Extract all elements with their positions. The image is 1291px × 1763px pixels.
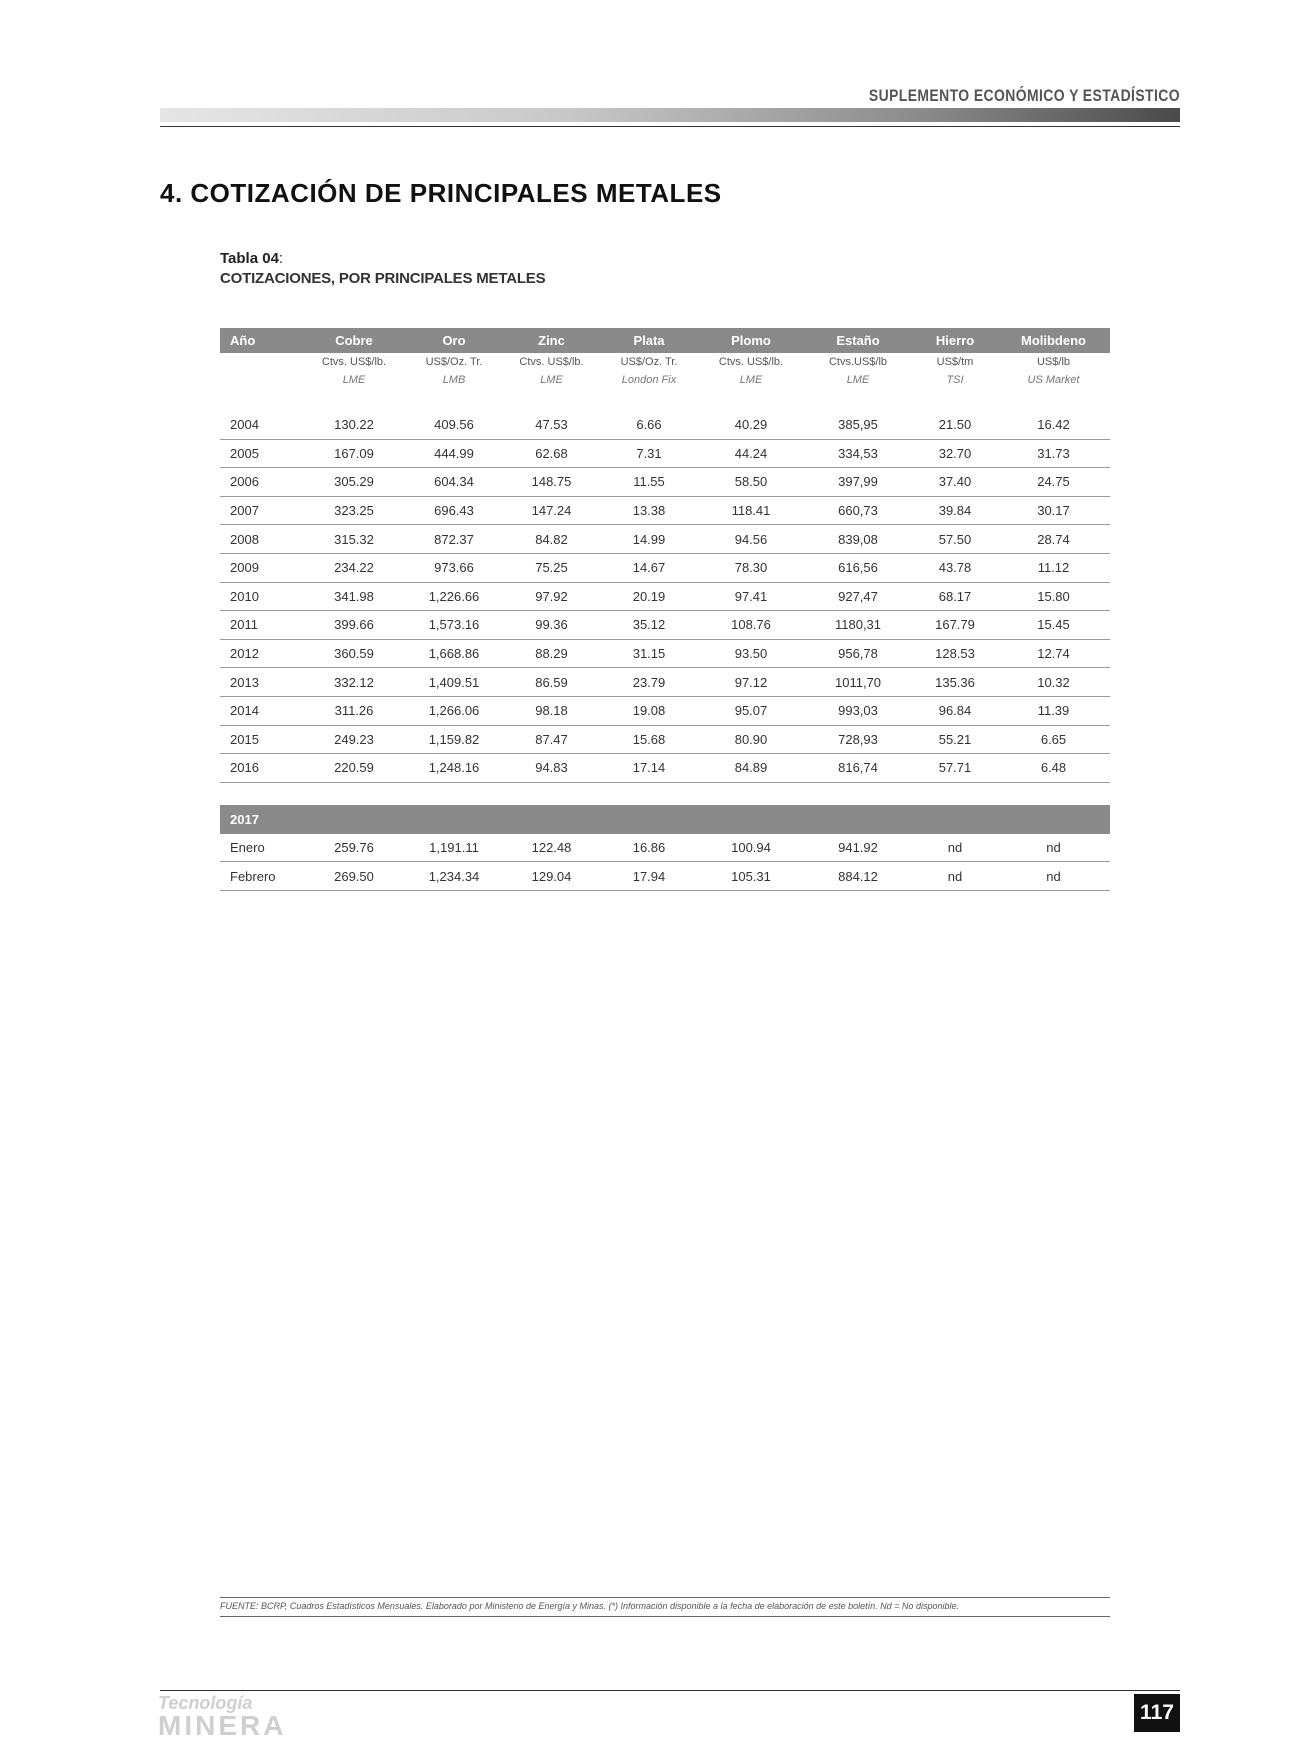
- table-row: [220, 439, 1110, 468]
- value-cell: 86.59: [504, 668, 599, 697]
- value-cell: 269.50: [304, 862, 404, 891]
- value-cell: 87.47: [504, 725, 599, 754]
- logo-line-1: Tecnología: [158, 1693, 253, 1713]
- table-spacer: [220, 389, 1110, 411]
- value-cell: 14.99: [599, 525, 699, 554]
- value-cell: nd: [997, 834, 1110, 862]
- value-cell: 728,93: [803, 725, 913, 754]
- value-cell: 21.50: [913, 411, 997, 439]
- running-head: SUPLEMENTO ECONÓMICO Y ESTADÍSTICO: [868, 86, 1180, 105]
- unit-cell: Ctvs. US$/lb.: [718, 356, 784, 368]
- value-cell: 167.79: [913, 611, 997, 640]
- value-cell: 130.22: [304, 411, 404, 439]
- table-caption: COTIZACIONES, POR PRINCIPALES METALES: [220, 270, 546, 287]
- value-cell: 75.25: [504, 553, 599, 582]
- value-cell: 68.17: [913, 582, 997, 611]
- column-header: Hierro: [913, 328, 997, 353]
- source-cell: LME: [342, 374, 366, 386]
- row-label-cell: 2016: [220, 754, 304, 783]
- value-cell: 1,668.86: [404, 639, 504, 668]
- value-cell: 88.29: [504, 639, 599, 668]
- source-cell: London Fix: [621, 374, 677, 386]
- value-cell: 19.08: [599, 696, 699, 725]
- value-cell: 7.31: [599, 439, 699, 468]
- value-cell: 444.99: [404, 439, 504, 468]
- value-cell: 84.89: [699, 754, 803, 783]
- logo-line-2: MINERA: [158, 1710, 287, 1741]
- value-cell: 58.50: [699, 468, 803, 497]
- source-cell: LMB: [442, 374, 466, 386]
- value-cell: 28.74: [997, 525, 1110, 554]
- value-cell: 99.36: [504, 611, 599, 640]
- source-cell: LME: [739, 374, 763, 386]
- column-header: Oro: [404, 328, 504, 353]
- value-cell: 44.24: [699, 439, 803, 468]
- monthly-year-header: [220, 805, 1110, 834]
- value-cell: 37.40: [913, 468, 997, 497]
- row-label-cell: 2015: [220, 725, 304, 754]
- value-cell: 11.12: [997, 553, 1110, 582]
- source-cell: US Market: [1027, 374, 1080, 386]
- value-cell: 11.39: [997, 696, 1110, 725]
- table-number: Tabla 04: [220, 250, 279, 267]
- value-cell: 118.41: [699, 496, 803, 525]
- value-cell: 97.92: [504, 582, 599, 611]
- unit-cell: US$/Oz. Tr.: [620, 356, 678, 368]
- value-cell: 55.21: [913, 725, 997, 754]
- value-cell: 397,99: [803, 468, 913, 497]
- value-cell: 259.76: [304, 834, 404, 862]
- unit-cell: US$/tm: [936, 356, 974, 368]
- value-cell: 94.56: [699, 525, 803, 554]
- table-row: [220, 834, 1110, 862]
- value-cell: 148.75: [504, 468, 599, 497]
- value-cell: 15.45: [997, 611, 1110, 640]
- row-label-cell: 2010: [220, 582, 304, 611]
- value-cell: 305.29: [304, 468, 404, 497]
- row-label-cell: 2006: [220, 468, 304, 497]
- value-cell: 1,226.66: [404, 582, 504, 611]
- value-cell: 660,73: [803, 496, 913, 525]
- value-cell: 57.71: [913, 754, 997, 783]
- value-cell: 16.86: [599, 834, 699, 862]
- value-cell: 315.32: [304, 525, 404, 554]
- unit-cell: Ctvs. US$/lb.: [321, 356, 387, 368]
- value-cell: 816,74: [803, 754, 913, 783]
- value-cell: 1,573.16: [404, 611, 504, 640]
- table-row: [220, 862, 1110, 891]
- value-cell: 147.24: [504, 496, 599, 525]
- row-label-cell: 2007: [220, 496, 304, 525]
- value-cell: 20.19: [599, 582, 699, 611]
- value-cell: 135.36: [913, 668, 997, 697]
- value-cell: 616,56: [803, 553, 913, 582]
- value-cell: 17.94: [599, 862, 699, 891]
- column-header: Plomo: [699, 328, 803, 353]
- units-row: [220, 353, 1110, 371]
- value-cell: 57.50: [913, 525, 997, 554]
- value-cell: 1,266.06: [404, 696, 504, 725]
- value-cell: 323.25: [304, 496, 404, 525]
- publication-logo: [158, 1694, 286, 1740]
- value-cell: 40.29: [699, 411, 803, 439]
- source-cell: [220, 371, 304, 389]
- column-header: Plata: [599, 328, 699, 353]
- source-row: [220, 371, 1110, 389]
- value-cell: 17.14: [599, 754, 699, 783]
- value-cell: 47.53: [504, 411, 599, 439]
- value-cell: 43.78: [913, 553, 997, 582]
- value-cell: 1,159.82: [404, 725, 504, 754]
- source-rule-top: [220, 1597, 1110, 1598]
- value-cell: 30.17: [997, 496, 1110, 525]
- source-note: FUENTE: BCRP, Cuadros Estadísticos Mensuales. Elaborado por Ministerio de Energía y Minas. (*) Información disponible a la fecha de elaboración de este boletín. Nd = No disponible.: [220, 1601, 959, 1611]
- table-header-row: [220, 328, 1110, 353]
- value-cell: 78.30: [699, 553, 803, 582]
- value-cell: 1180,31: [803, 611, 913, 640]
- column-header: Zinc: [504, 328, 599, 353]
- value-cell: 604.34: [404, 468, 504, 497]
- value-cell: 128.53: [913, 639, 997, 668]
- source-cell: LME: [846, 374, 870, 386]
- value-cell: 97.41: [699, 582, 803, 611]
- value-cell: 311.26: [304, 696, 404, 725]
- value-cell: 884.12: [803, 862, 913, 891]
- table-row: [220, 639, 1110, 668]
- footer-rule: [160, 1690, 1180, 1691]
- column-header: Estaño: [803, 328, 913, 353]
- value-cell: nd: [997, 862, 1110, 891]
- table-label-colon: :: [278, 250, 284, 267]
- row-label-cell: 2014: [220, 696, 304, 725]
- value-cell: 334,53: [803, 439, 913, 468]
- value-cell: 23.79: [599, 668, 699, 697]
- value-cell: nd: [913, 862, 997, 891]
- value-cell: 167.09: [304, 439, 404, 468]
- value-cell: 1011,70: [803, 668, 913, 697]
- header-rule: [160, 126, 1180, 127]
- unit-cell: Ctvs. US$/lb.: [519, 356, 584, 368]
- row-label-cell: 2009: [220, 553, 304, 582]
- table-row: [220, 696, 1110, 725]
- value-cell: nd: [913, 834, 997, 862]
- table-row: [220, 496, 1110, 525]
- row-label-cell: 2013: [220, 668, 304, 697]
- value-cell: 6.65: [997, 725, 1110, 754]
- value-cell: 12.74: [997, 639, 1110, 668]
- value-cell: 360.59: [304, 639, 404, 668]
- table-row: [220, 725, 1110, 754]
- value-cell: 84.82: [504, 525, 599, 554]
- table-spacer: [220, 782, 1110, 805]
- value-cell: 6.66: [599, 411, 699, 439]
- value-cell: 129.04: [504, 862, 599, 891]
- section-title: 4. COTIZACIÓN DE PRINCIPALES METALES: [160, 178, 722, 208]
- value-cell: 32.70: [913, 439, 997, 468]
- table-row: [220, 553, 1110, 582]
- value-cell: 6.48: [997, 754, 1110, 783]
- value-cell: 35.12: [599, 611, 699, 640]
- value-cell: 80.90: [699, 725, 803, 754]
- value-cell: 927,47: [803, 582, 913, 611]
- unit-cell: Ctvs.US$/lb: [828, 356, 888, 368]
- value-cell: 122.48: [504, 834, 599, 862]
- column-header: Cobre: [304, 328, 404, 353]
- row-label-cell: 2005: [220, 439, 304, 468]
- value-cell: 399.66: [304, 611, 404, 640]
- metal-prices-table: [220, 328, 1110, 891]
- value-cell: 98.18: [504, 696, 599, 725]
- row-label-cell: Enero: [220, 834, 304, 862]
- row-label-cell: 2012: [220, 639, 304, 668]
- source-cell: LME: [540, 374, 563, 386]
- row-label-cell: 2011: [220, 611, 304, 640]
- unit-cell: [220, 353, 304, 371]
- value-cell: 15.68: [599, 725, 699, 754]
- table-row: [220, 411, 1110, 439]
- page-number: 117: [1134, 1694, 1180, 1732]
- value-cell: 97.12: [699, 668, 803, 697]
- value-cell: 385,95: [803, 411, 913, 439]
- value-cell: 10.32: [997, 668, 1110, 697]
- unit-cell: US$/Oz. Tr.: [425, 356, 483, 368]
- value-cell: 1,409.51: [404, 668, 504, 697]
- table-row: [220, 525, 1110, 554]
- value-cell: 1,248.16: [404, 754, 504, 783]
- value-cell: 13.38: [599, 496, 699, 525]
- value-cell: 409.56: [404, 411, 504, 439]
- monthly-year-label: 2017: [220, 805, 1110, 834]
- value-cell: 220.59: [304, 754, 404, 783]
- value-cell: 24.75: [997, 468, 1110, 497]
- value-cell: 105.31: [699, 862, 803, 891]
- value-cell: 16.42: [997, 411, 1110, 439]
- value-cell: 95.07: [699, 696, 803, 725]
- value-cell: 14.67: [599, 553, 699, 582]
- value-cell: 1,191.11: [404, 834, 504, 862]
- table-row: [220, 468, 1110, 497]
- column-header: Molibdeno: [997, 328, 1110, 353]
- value-cell: 31.15: [599, 639, 699, 668]
- table-label: [220, 250, 283, 267]
- value-cell: 839,08: [803, 525, 913, 554]
- source-cell: TSI: [946, 374, 964, 386]
- row-label-cell: Febrero: [220, 862, 304, 891]
- value-cell: 941.92: [803, 834, 913, 862]
- value-cell: 234.22: [304, 553, 404, 582]
- value-cell: 341.98: [304, 582, 404, 611]
- table-row: [220, 582, 1110, 611]
- value-cell: 39.84: [913, 496, 997, 525]
- value-cell: 11.55: [599, 468, 699, 497]
- value-cell: 993,03: [803, 696, 913, 725]
- table-row: [220, 754, 1110, 783]
- value-cell: 93.50: [699, 639, 803, 668]
- value-cell: 62.68: [504, 439, 599, 468]
- value-cell: 956,78: [803, 639, 913, 668]
- header-gradient-bar: [160, 108, 1180, 122]
- value-cell: 696.43: [404, 496, 504, 525]
- value-cell: 1,234.34: [404, 862, 504, 891]
- value-cell: 108.76: [699, 611, 803, 640]
- unit-cell: US$/lb: [1036, 356, 1071, 368]
- value-cell: 973.66: [404, 553, 504, 582]
- value-cell: 872.37: [404, 525, 504, 554]
- source-rule-bottom: [220, 1616, 1110, 1617]
- value-cell: 94.83: [504, 754, 599, 783]
- value-cell: 249.23: [304, 725, 404, 754]
- table-row: [220, 611, 1110, 640]
- row-label-cell: 2008: [220, 525, 304, 554]
- value-cell: 332.12: [304, 668, 404, 697]
- value-cell: 96.84: [913, 696, 997, 725]
- value-cell: 31.73: [997, 439, 1110, 468]
- table-row: [220, 668, 1110, 697]
- row-label-cell: 2004: [220, 411, 304, 439]
- column-header: Año: [220, 328, 304, 353]
- value-cell: 15.80: [997, 582, 1110, 611]
- value-cell: 100.94: [699, 834, 803, 862]
